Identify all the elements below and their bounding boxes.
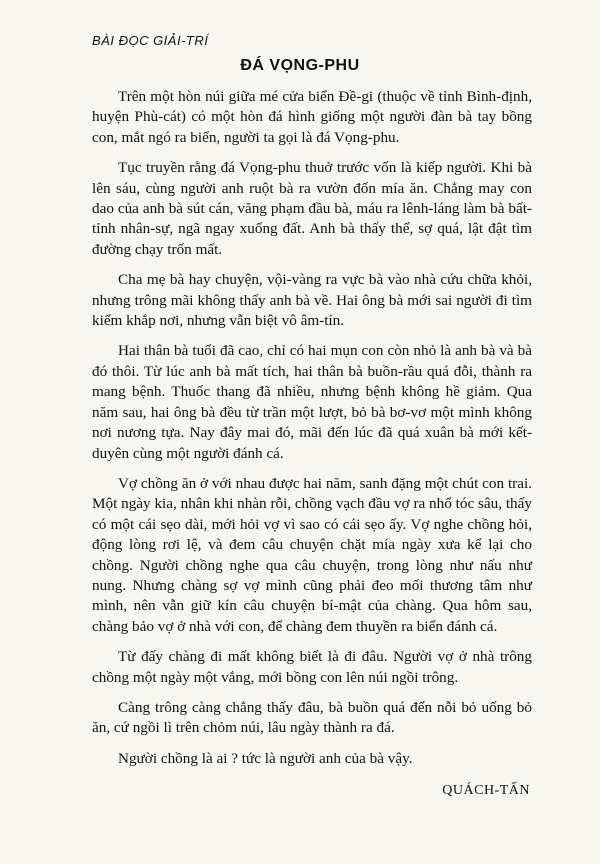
paragraph: Vợ chồng ăn ở với nhau được hai năm, sanh đặng một chút con trai. Một ngày kia, nhân khi nhàn rỗi, chồng vạch đầu vợ ra nhổ tóc sâu, thấy có một cái sẹo dài, mới hỏi vợ vì sao có cái sẹo ấy. Vợ nghe chồng hỏi, động lòng rơi lệ, và đem câu chuyện chặt mía ngày xưa kể lại cho chồng. Người chồng nghe qua câu chuyện, trong lòng như nấu như nung. Nhưng chàng sợ vợ mình cũng phải đeo mối thương tâm như mình, nên vẫn giữ kín câu chuyện bí-mật của chàng. Qua hôm sau, chàng bảo vợ ở nhà với con, để chàng đem thuyền ra biển đánh cá. [92, 474, 532, 635]
paragraph: Từ đấy chàng đi mất không biết là đi đâu. Người vợ ở nhà trông chồng một ngày một vắng, mới bồng con lên núi ngồi trông. [92, 648, 532, 686]
paragraph: Trên một hòn núi giữa mé cửa biển Đề-gi (thuộc về tỉnh Bình-định, huyện Phù-cát) có một hòn đá hình giống một người đàn bà tay bồng con, mắt ngó ra biển, người ta gọi là đá Vọng-phu. [92, 88, 532, 146]
author-signature: QUÁCH-TẤN [442, 783, 530, 798]
paragraph: Người chồng là ai ? tức là người anh của bà vậy. [118, 749, 413, 767]
paragraph: Cha mẹ bà hay chuyện, vội-vàng ra vực bà vào nhà cứu chữa khỏi, nhưng trông mãi không thấy anh bà về. Hai ông bà mới sai người đi tìm kiếm khắp nơi, nhưng vẫn biệt vô âm-tín. [92, 271, 532, 330]
article-body [92, 87, 532, 779]
paragraph: Càng trông càng chẳng thấy đâu, bà buồn quá đến nỗi bỏ uống bỏ ăn, cứ ngồi lì trên chỏm núi, lâu ngày thành ra đá. [92, 698, 532, 737]
paragraph: Tục truyền rằng đá Vọng-phu thuở trước vốn là kiếp người. Khi bà lên sáu, cùng người anh ruột bà ra vườn đốn mía ăn. Chẳng may con dao của anh bà sút cán, văng phạm đầu bà, máu ra lênh-láng làm bà bất-tỉnh nhân-sự, ngã ngay xuống đất. Anh bà thấy thế, sợ quá, lật đật tìm đường chạy trốn mất. [92, 159, 532, 258]
section-header: BÀI ĐỌC GIẢI-TRÍ [92, 33, 209, 48]
paragraph: Hai thân bà tuổi đã cao, chỉ có hai mụn con còn nhỏ là anh bà và bà đó thôi. Từ lúc anh bà mất tích, hai thân bà buồn-rầu quá đỗi, thành ra mang bệnh. Thuốc thang đã nhiều, nhưng bệnh không hề giảm. Qua năm sau, hai ông bà đều từ trần một lượt, bỏ bà bơ-vơ một mình không nơi nương tựa. Nay đây mai đó, mãi đến lúc đã quá xuân bà mới kết-duyên cùng một người đánh cá. [92, 342, 532, 462]
article-title: ĐÁ VỌNG-PHU [240, 57, 360, 74]
